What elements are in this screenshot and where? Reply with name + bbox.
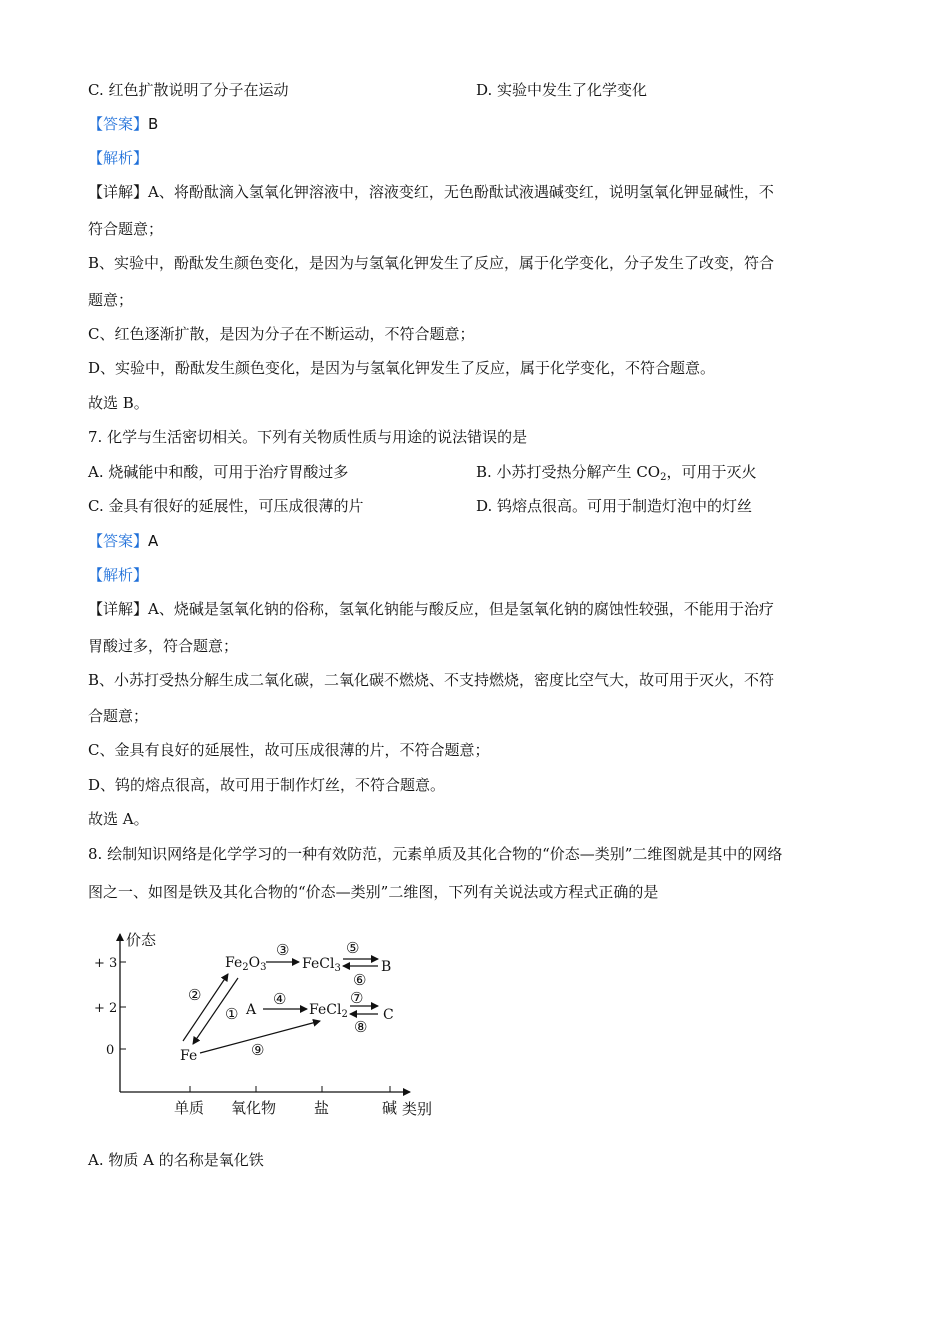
y-tick-label-plus2: + 2 [94,1001,118,1016]
arrow-fe-to-fe2o3 [183,974,228,1041]
step-label-8: ⑧ [354,1018,368,1036]
step-label-2: ② [188,986,202,1004]
step-label-3: ③ [276,941,290,959]
step-label-1: ① [225,1005,239,1023]
species-fecl2: FeCl$_2$ [309,1002,348,1020]
q6-detail-b-cont: 题意； [88,291,134,309]
q6-detail-b: B、实验中，酚酞发生颜色变化，是因为与氢氧化钾发生了反应，属于化学变化，分子发生了改变，符合 [88,254,775,272]
detail-text: A、烧碱是氢氧化钠的俗称，氢氧化钠能与酸反应，但是氢氧化钠的腐蚀性较强，不能用于治疗 [148,600,774,618]
q7-conclusion: 故选 A。 [88,810,149,828]
q7-detail-b-cont: 合题意； [88,707,149,725]
detail-tag: 【详解】 [88,183,149,201]
y-tick-label-zero: 0 [106,1043,115,1058]
q7-option-c: C. 金具有很好的延展性，可压成很薄的片 [88,497,364,515]
species-a: A [246,1002,257,1018]
q6-option-d: D. 实验中发生了化学变化 [476,81,648,99]
q6-analysis-tag: 【解析】 [88,149,149,167]
q7-detail-c: C、金具有良好的延展性，故可压成很薄的片，不符合题意； [88,741,490,759]
answer-value: B [148,115,159,133]
q6-detail-c: C、红色逐渐扩散，是因为分子在不断运动，不符合题意； [88,325,475,343]
species-fe: Fe [180,1048,198,1064]
y-tick-label-plus3: + 3 [94,956,118,971]
detail-tag: 【详解】 [88,600,149,618]
x-tick-label-oxide: 氧化物 [231,1099,277,1117]
q7-detail-a-cont: 胃酸过多，符合题意； [88,637,239,655]
x-tick-label-elem: 单质 [174,1099,205,1117]
step-label-4: ④ [273,990,287,1008]
answer-tag: 【答案】 [88,532,149,550]
iron-valence-category-diagram [80,922,460,1122]
species-b: B [381,959,392,975]
q7-detail-d: D、钨的熔点很高，故可用于制作灯丝，不符合题意。 [88,776,446,794]
q7-analysis-tag: 【解析】 [88,566,149,584]
option-b-text-end: ，可用于灭火 [666,463,757,481]
q7-detail-a [88,599,774,619]
answer-value: A [148,532,159,550]
detail-text: A、将酚酞滴入氢氧化钾溶液中，溶液变红，无色酚酞试液遇碱变红，说明氢氧化钾显碱性，不 [148,183,774,201]
x-tick-label-base: 碱 [382,1099,398,1117]
q8-option-a: A. 物质 A 的名称是氧化铁 [88,1151,264,1169]
q7-option-b [476,462,757,482]
q7-detail-b: B、小苏打受热分解生成二氧化碳，二氧化碳不燃烧、不支持燃烧，密度比空气大，故可用于灭火，不符 [88,671,775,689]
q7-answer [88,531,158,551]
answer-tag: 【答案】 [88,115,149,133]
q6-detail-d: D、实验中，酚酞发生颜色变化，是因为与氢氧化钾发生了反应，属于化学变化，不符合题意。 [88,359,716,377]
species-fecl3: FeCl$_3$ [302,956,341,974]
q6-option-c: C. 红色扩散说明了分子在运动 [88,81,289,99]
q7-option-d: D. 钨熔点很高。可用于制造灯泡中的灯丝 [476,497,753,515]
x-axis-label: 类别 [402,1100,433,1118]
step-label-9: ⑨ [251,1041,265,1059]
y-axis-label: 价态 [126,931,157,949]
q7-option-a: A. 烧碱能中和酸，可用于治疗胃酸过多 [88,463,349,481]
q7-stem: 7. 化学与生活密切相关。下列有关物质性质与用途的说法错误的是 [88,428,528,446]
x-tick-label-salt: 盐 [314,1099,330,1117]
q8-stem-line1: 8. 绘制知识网络是化学学习的一种有效防范，元素单质及其化合物的“价态—类别”二维图就是其中的网络 [88,845,783,863]
step-label-7: ⑦ [350,989,364,1007]
option-b-subscript: 2 [660,472,667,483]
species-c: C [383,1007,394,1023]
q6-conclusion: 故选 B。 [88,394,149,412]
species-fe2o3: $Fe_2O_3$ [225,955,267,973]
step-label-5: ⑤ [346,939,360,957]
option-b-text: B. 小苏打受热分解产生 CO [476,463,661,481]
q8-stem-line2: 图之一、如图是铁及其化合物的“价态—类别”二维图，下列有关说法或方程式正确的是 [88,883,659,901]
q6-detail-a [88,182,774,202]
step-label-6: ⑥ [353,971,367,989]
q6-answer [88,114,158,134]
q6-detail-a-cont: 符合题意； [88,220,164,238]
